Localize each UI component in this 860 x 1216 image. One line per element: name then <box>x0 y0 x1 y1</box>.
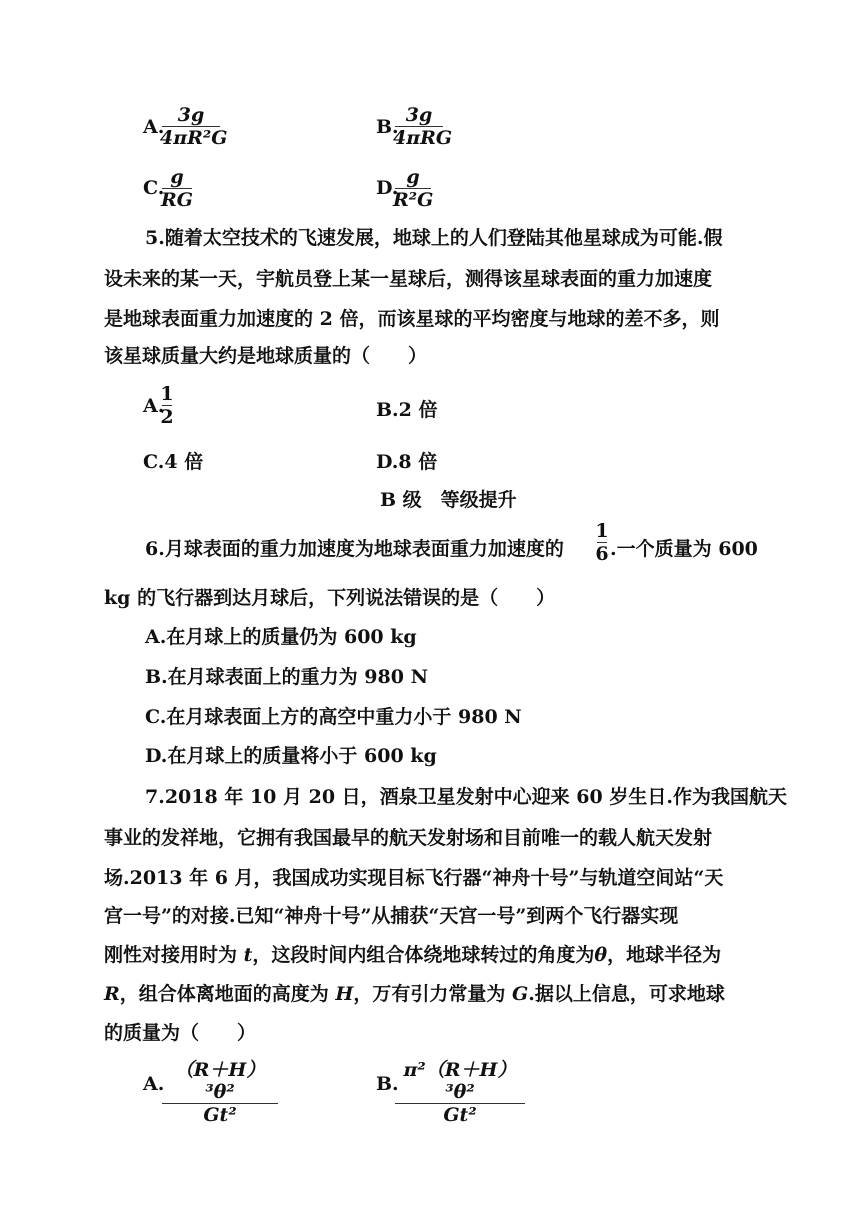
q6-line-1-tail: .一个质量为 600 <box>610 538 758 560</box>
q4-option-d-label: D. <box>376 177 399 199</box>
q4-option-a-fraction <box>160 104 228 149</box>
q6-line-1 <box>145 535 564 563</box>
q7-option-a-numerator: （R＋H）³θ² <box>174 1059 266 1103</box>
q5-option-c: C.4 倍 <box>143 451 204 473</box>
q6-line-1-text: 6.月球表面的重力加速度为地球表面重力加速度的 <box>145 538 564 560</box>
q6-option-a: A.在月球上的质量仍为 600 kg <box>145 626 417 648</box>
q6-option-d: D.在月球上的质量将小于 600 kg <box>145 745 437 767</box>
q7-line-6 <box>104 980 725 1008</box>
q7-var-R: R <box>104 983 120 1005</box>
q7-var-G: G <box>512 983 529 1005</box>
q4-option-d-fraction <box>393 166 433 211</box>
q4-option-b-fraction <box>393 104 453 149</box>
q4-option-b-denominator: 4πRG <box>393 127 453 149</box>
q7-option-b-label: B. <box>376 1073 399 1095</box>
q7-line-6-mid: ，组合体离地面的高度为 <box>119 983 336 1005</box>
q7-option-a-fraction <box>160 1059 280 1126</box>
q7-line-6-post: .据以上信息，可求地球 <box>528 983 725 1005</box>
q7-line-5-mid: ，这段时间内组合体绕地球转过的角度为 <box>252 944 595 966</box>
q5-option-a-numerator: 1 <box>160 383 174 405</box>
q6-line-2: kg 的飞行器到达月球后，下列说法错误的是（ ） <box>104 587 556 609</box>
q7-var-H: H <box>335 983 354 1005</box>
q4-option-a-label: A. <box>143 116 165 138</box>
q7-option-b-fraction <box>393 1059 527 1126</box>
q7-option-a-denominator: Gt² <box>203 1104 237 1126</box>
q7-option-a-label: A. <box>143 1073 165 1095</box>
q5-option-a-label: A. <box>143 395 165 417</box>
q5-option-a-fraction <box>160 383 174 428</box>
q5-option-b: B.2 倍 <box>376 399 438 421</box>
q7-line-4: 宫一号”的对接.已知“神舟十号”从捕获“天宫一号”到两个飞行器实现 <box>104 905 679 927</box>
q7-line-5-pre: 刚性对接用时为 <box>104 944 244 966</box>
q7-line-2: 事业的发祥地，它拥有我国最早的航天发射场和目前唯一的载人航天发射 <box>104 827 713 849</box>
q7-line-5-post: ，地球半径为 <box>607 944 722 966</box>
q4-option-c-denominator: RG <box>160 189 194 211</box>
q4-option-c-numerator: g <box>170 166 184 188</box>
q7-line-5 <box>104 941 721 969</box>
q5-line-4: 该星球质量大约是地球质量的（ ） <box>104 345 428 367</box>
q5-option-d: D.8 倍 <box>376 451 438 473</box>
q6-option-b: B.在月球表面上的重力为 980 N <box>145 666 428 688</box>
q7-var-t: t <box>243 944 253 966</box>
q7-line-3: 场.2013 年 6 月，我国成功实现目标飞行器“神舟十号”与轨道空间站“天 <box>104 867 724 889</box>
q7-line-6-mid2: ，万有引力常量为 <box>353 983 512 1005</box>
q6-fraction <box>595 520 609 565</box>
q6-fraction-numerator: 1 <box>595 520 609 542</box>
q4-option-b-numerator: 3g <box>405 104 433 126</box>
q4-option-a-denominator: 4πR²G <box>160 127 228 149</box>
q5-line-2: 设未来的某一天，宇航员登上某一星球后，测得该星球表面的重力加速度 <box>104 268 713 290</box>
q4-option-c-fraction <box>160 166 194 211</box>
q6-fraction-denominator: 6 <box>595 543 609 565</box>
q4-option-b-label: B. <box>376 116 399 138</box>
q4-option-a-numerator: 3g <box>177 104 205 126</box>
q7-line-1: 7.2018 年 10 月 20 日，酒泉卫星发射中心迎来 60 岁生日.作为我国航天 <box>145 786 787 808</box>
q4-option-d-numerator: g <box>406 166 420 188</box>
q7-line-7: 的质量为（ ） <box>104 1022 257 1044</box>
q4-option-c-label: C. <box>143 177 165 199</box>
q7-var-theta: θ <box>594 944 608 966</box>
q6-option-c: C.在月球表面上方的高空中重力小于 980 N <box>145 706 522 728</box>
q7-option-b-denominator: Gt² <box>443 1104 477 1126</box>
q7-option-b-numerator: π²（R＋H）³θ² <box>403 1059 517 1103</box>
section-title: B 级 等级提升 <box>380 489 517 511</box>
q5-line-1: 5.随着太空技术的飞速发展，地球上的人们登陆其他星球成为可能.假 <box>145 227 723 249</box>
q4-option-d-denominator: R²G <box>393 189 434 211</box>
q5-option-a-denominator: 2 <box>160 406 174 428</box>
q5-line-3: 是地球表面重力加速度的 2 倍，而该星球的平均密度与地球的差不多，则 <box>104 308 720 330</box>
